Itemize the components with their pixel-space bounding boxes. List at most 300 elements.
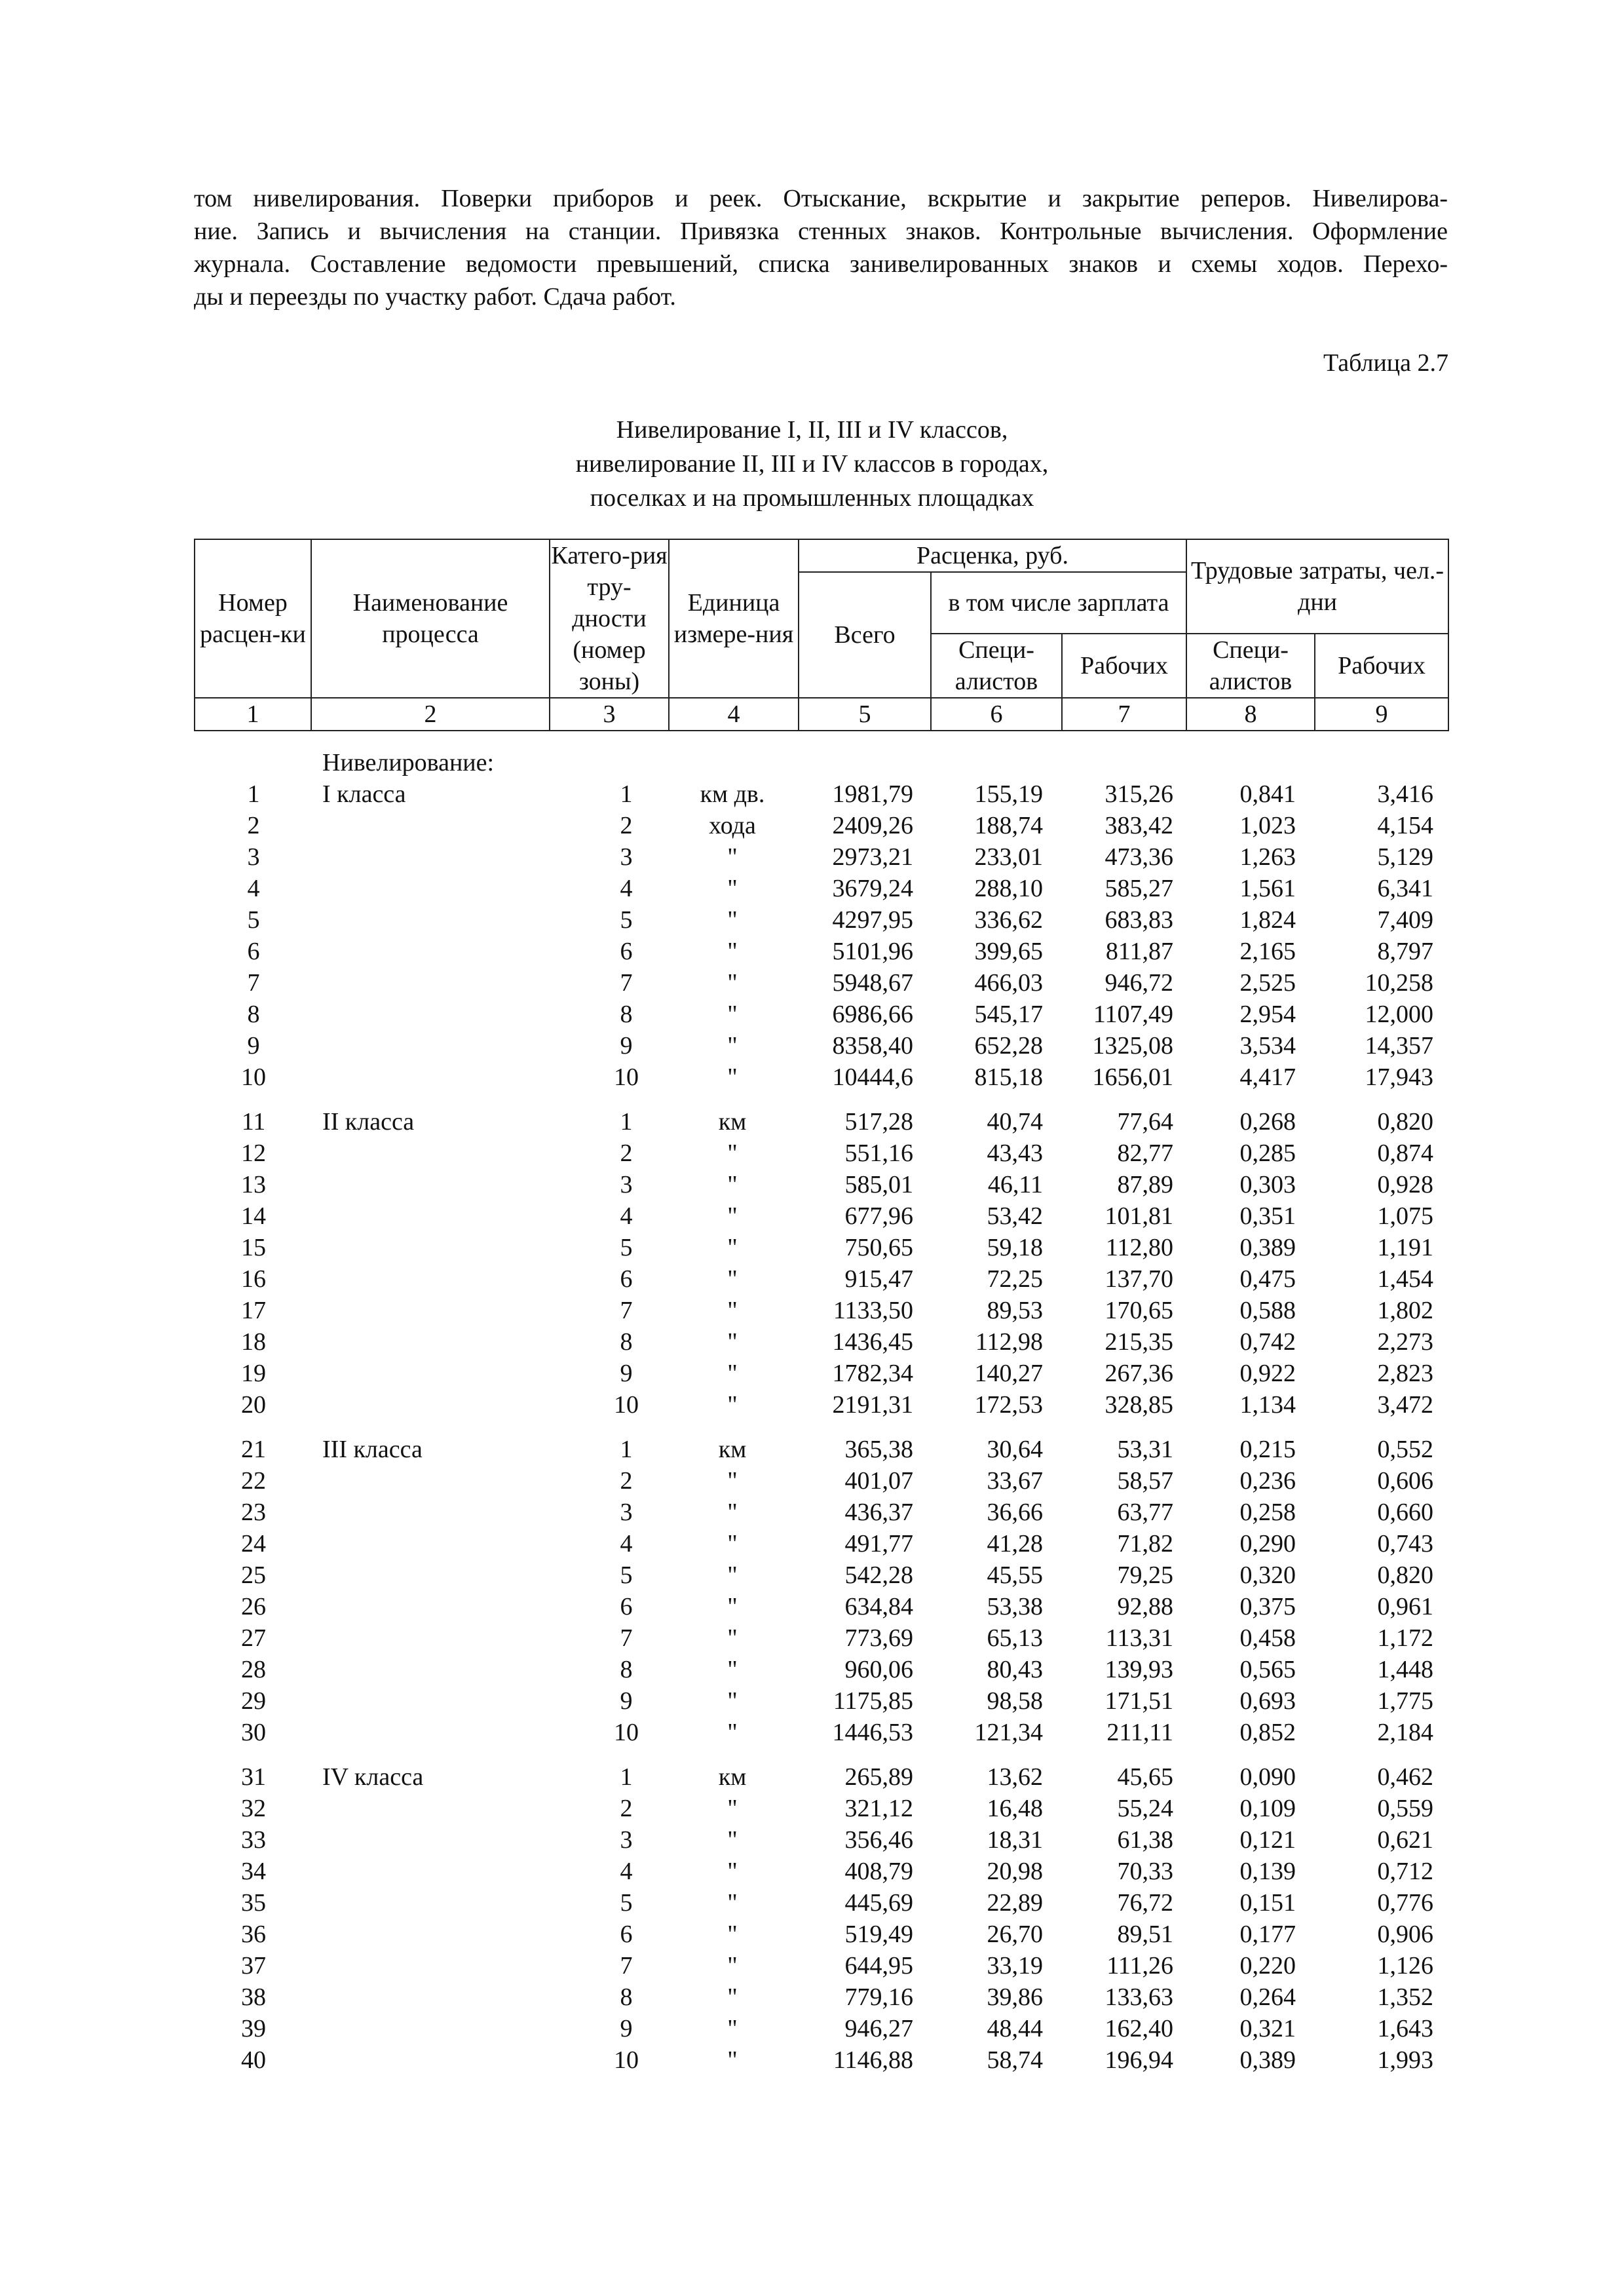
header-total: Всего [799, 572, 931, 698]
labor-specialists: 0,268 [1239, 1108, 1296, 1136]
price-total: 677,96 [844, 1202, 913, 1230]
difficulty-zone: 6 [620, 1265, 633, 1293]
difficulty-zone: 1 [620, 780, 633, 808]
column-number: 1 [195, 698, 311, 731]
header-including-salary: в том числе зарплата [931, 572, 1186, 634]
rate-number: 28 [241, 1656, 266, 1683]
salary-specialists: 20,98 [987, 1858, 1043, 1885]
salary-specialists: 466,03 [974, 969, 1043, 997]
rate-number: 21 [241, 1436, 266, 1463]
labor-workers: 1,126 [1377, 1952, 1433, 1980]
salary-workers: 315,26 [1105, 780, 1173, 808]
table-row [194, 1528, 1448, 1559]
labor-specialists: 3,534 [1239, 1032, 1296, 1060]
price-total: 1782,34 [832, 1360, 913, 1387]
labor-workers: 0,743 [1377, 1530, 1433, 1558]
labor-specialists: 2,165 [1239, 938, 1296, 965]
difficulty-zone: 5 [620, 1234, 633, 1261]
salary-workers: 170,65 [1105, 1297, 1173, 1324]
rate-number: 1 [247, 780, 260, 808]
unit: " [727, 1328, 738, 1356]
salary-specialists: 36,66 [987, 1499, 1043, 1526]
rate-number: 13 [241, 1171, 266, 1198]
price-total: 401,07 [844, 1467, 913, 1495]
salary-specialists: 45,55 [987, 1561, 1043, 1589]
intro-line: том нивелирования. Поверки приборов и реек. Отыскание, вскрытие и закрытие реперов. Нивелирова- [194, 185, 1448, 212]
price-total: 2191,31 [832, 1391, 913, 1419]
price-total: 3679,24 [832, 875, 913, 902]
salary-specialists: 288,10 [974, 875, 1043, 902]
difficulty-zone: 1 [620, 1436, 633, 1463]
header-labor-workers: Рабочих [1315, 634, 1448, 698]
labor-specialists: 1,023 [1239, 812, 1296, 839]
salary-workers: 383,42 [1105, 812, 1173, 839]
labor-specialists: 0,351 [1239, 1202, 1296, 1230]
salary-workers: 137,70 [1105, 1265, 1173, 1293]
salary-specialists: 80,43 [987, 1656, 1043, 1683]
salary-specialists: 652,28 [974, 1032, 1043, 1060]
unit: " [727, 1593, 738, 1620]
labor-specialists: 0,565 [1239, 1656, 1296, 1683]
labor-workers: 5,129 [1377, 843, 1433, 871]
salary-specialists: 336,62 [974, 906, 1043, 934]
labor-workers: 0,928 [1377, 1171, 1433, 1198]
price-total: 10444,6 [832, 1063, 913, 1091]
unit: " [727, 1921, 738, 1948]
unit: км [718, 1763, 747, 1791]
price-total: 542,28 [844, 1561, 913, 1589]
labor-specialists: 0,389 [1239, 1234, 1296, 1261]
unit: хода [709, 812, 756, 839]
table-row [194, 1685, 1448, 1717]
labor-workers: 6,341 [1377, 875, 1433, 902]
salary-specialists: 112,98 [975, 1328, 1043, 1356]
difficulty-zone: 9 [620, 2015, 633, 2042]
unit: " [727, 938, 738, 965]
price-total: 8358,40 [832, 1032, 913, 1060]
rate-number: 5 [247, 906, 260, 934]
difficulty-zone: 8 [620, 1001, 633, 1028]
header-workers: Рабочих [1062, 634, 1186, 698]
table-row [194, 1326, 1448, 1358]
labor-workers: 0,552 [1377, 1436, 1433, 1463]
labor-workers: 2,823 [1377, 1360, 1433, 1387]
price-total: 1146,88 [833, 2046, 913, 2074]
salary-specialists: 172,53 [974, 1391, 1043, 1419]
labor-workers: 0,559 [1377, 1795, 1433, 1822]
rate-number: 38 [241, 1983, 266, 2011]
column-number: 6 [931, 698, 1062, 731]
difficulty-zone: 10 [614, 1391, 639, 1419]
salary-workers: 196,94 [1105, 2046, 1173, 2074]
salary-specialists: 18,31 [987, 1826, 1043, 1854]
difficulty-zone: 7 [620, 969, 633, 997]
price-total: 779,16 [844, 1983, 913, 2011]
salary-specialists: 48,44 [987, 2015, 1043, 2042]
table-row [194, 1497, 1448, 1528]
column-number: 3 [550, 698, 669, 731]
labor-specialists: 0,177 [1239, 1921, 1296, 1948]
table-row [194, 967, 1448, 999]
unit: " [727, 1889, 738, 1917]
unit: " [727, 875, 738, 902]
difficulty-zone: 9 [620, 1360, 633, 1387]
difficulty-zone: 7 [620, 1624, 633, 1652]
price-total: 773,69 [844, 1624, 913, 1652]
price-total: 265,89 [844, 1763, 913, 1791]
table-header [194, 539, 1449, 731]
header-unit: Единица измере-ния [669, 539, 799, 698]
table-row [194, 1389, 1448, 1421]
salary-workers: 82,77 [1117, 1139, 1173, 1167]
salary-specialists: 16,48 [987, 1795, 1043, 1822]
price-total: 6986,66 [832, 1001, 913, 1028]
price-total: 5101,96 [832, 938, 913, 965]
unit: " [727, 906, 738, 934]
labor-specialists: 0,258 [1239, 1499, 1296, 1526]
table-row [194, 1717, 1448, 1748]
difficulty-zone: 2 [620, 1467, 633, 1495]
salary-workers: 473,36 [1105, 843, 1173, 871]
price-total: 1436,45 [832, 1328, 913, 1356]
unit: " [727, 1297, 738, 1324]
rate-number: 29 [241, 1687, 266, 1715]
unit: " [727, 1858, 738, 1885]
column-number: 9 [1315, 698, 1448, 731]
salary-specialists: 26,70 [987, 1921, 1043, 1948]
labor-specialists: 0,121 [1239, 1826, 1296, 1854]
labor-workers: 1,191 [1377, 1234, 1433, 1261]
rate-number: 12 [241, 1139, 266, 1167]
price-total: 915,47 [844, 1265, 913, 1293]
table-row [194, 1200, 1448, 1232]
salary-workers: 101,81 [1105, 1202, 1173, 1230]
labor-specialists: 0,375 [1239, 1593, 1296, 1620]
labor-workers: 0,906 [1377, 1921, 1433, 1948]
labor-specialists: 0,264 [1239, 1983, 1296, 2011]
unit: " [727, 1202, 738, 1230]
rate-number: 36 [241, 1921, 266, 1948]
difficulty-zone: 2 [620, 1795, 633, 1822]
salary-specialists: 155,19 [974, 780, 1043, 808]
difficulty-zone: 4 [620, 875, 633, 902]
difficulty-zone: 9 [620, 1687, 633, 1715]
rate-number: 27 [241, 1624, 266, 1652]
labor-specialists: 2,525 [1239, 969, 1296, 997]
difficulty-zone: 8 [620, 1328, 633, 1356]
difficulty-zone: 4 [620, 1858, 633, 1885]
labor-specialists: 0,693 [1239, 1687, 1296, 1715]
salary-workers: 55,24 [1117, 1795, 1173, 1822]
labor-specialists: 2,954 [1239, 1001, 1296, 1028]
salary-workers: 215,35 [1105, 1328, 1173, 1356]
table-row [194, 904, 1448, 936]
price-total: 551,16 [844, 1139, 913, 1167]
difficulty-zone: 8 [620, 1656, 633, 1683]
difficulty-zone: 1 [620, 1763, 633, 1791]
price-total: 519,49 [844, 1921, 913, 1948]
salary-workers: 71,82 [1117, 1530, 1173, 1558]
intro-line: ние. Запись и вычисления на станции. Привязка стенных знаков. Контрольные вычисления. Оформление [194, 218, 1448, 245]
salary-specialists: 46,11 [987, 1171, 1043, 1198]
table-row [194, 1030, 1448, 1062]
difficulty-zone: 9 [620, 1032, 633, 1060]
table-number: Таблица 2.7 [1323, 349, 1448, 377]
rate-number: 40 [241, 2046, 266, 2074]
table-row [194, 1232, 1448, 1263]
unit: " [727, 969, 738, 997]
unit: " [727, 2046, 738, 2074]
table-row [194, 810, 1448, 841]
labor-workers: 2,273 [1377, 1328, 1433, 1356]
salary-workers: 585,27 [1105, 875, 1173, 902]
price-total: 1175,85 [833, 1687, 913, 1715]
rate-number: 2 [247, 812, 260, 839]
column-number: 4 [669, 698, 799, 731]
group-spacer [194, 1421, 1448, 1434]
price-total: 365,38 [844, 1436, 913, 1463]
labor-workers: 1,993 [1377, 2046, 1433, 2074]
labor-workers: 0,820 [1377, 1108, 1433, 1136]
labor-specialists: 0,285 [1239, 1139, 1296, 1167]
price-total: 960,06 [844, 1656, 913, 1683]
table-row [194, 873, 1448, 904]
difficulty-zone: 3 [620, 1171, 633, 1198]
labor-workers: 1,172 [1377, 1624, 1433, 1652]
table-row [194, 1062, 1448, 1093]
difficulty-zone: 5 [620, 1889, 633, 1917]
unit: " [727, 1656, 738, 1683]
table-row [194, 1950, 1448, 1981]
rate-number: 10 [241, 1063, 266, 1091]
unit: " [727, 1171, 738, 1198]
salary-workers: 267,36 [1105, 1360, 1173, 1387]
labor-workers: 4,154 [1377, 812, 1433, 839]
unit: " [727, 1561, 738, 1589]
header-specialists: Специ-алистов [931, 634, 1062, 698]
table-body [194, 747, 1448, 2076]
difficulty-zone: 5 [620, 906, 633, 934]
salary-specialists: 22,89 [987, 1889, 1043, 1917]
table-row [194, 1263, 1448, 1295]
labor-workers: 1,643 [1377, 2015, 1433, 2042]
unit: " [727, 1983, 738, 2011]
salary-specialists: 545,17 [974, 1001, 1043, 1028]
salary-specialists: 43,43 [987, 1139, 1043, 1167]
labor-specialists: 4,417 [1239, 1063, 1296, 1091]
salary-workers: 61,38 [1117, 1826, 1173, 1854]
table-row [194, 1106, 1448, 1138]
salary-specialists: 140,27 [974, 1360, 1043, 1387]
unit: " [727, 1826, 738, 1854]
difficulty-zone: 6 [620, 1921, 633, 1948]
rate-number: 18 [241, 1328, 266, 1356]
table-title-line: поселках и на промышленных площадках [590, 484, 1034, 512]
salary-workers: 113,31 [1105, 1624, 1173, 1652]
rate-number: 24 [241, 1530, 266, 1558]
labor-workers: 0,621 [1377, 1826, 1433, 1854]
table-row [194, 1887, 1448, 1919]
rate-number: 20 [241, 1391, 266, 1419]
labor-workers: 14,357 [1365, 1032, 1433, 1060]
salary-workers: 63,77 [1117, 1499, 1173, 1526]
labor-specialists: 0,236 [1239, 1467, 1296, 1495]
labor-workers: 1,352 [1377, 1983, 1433, 2011]
header-rate-number: Номер расцен-ки [195, 539, 311, 698]
difficulty-zone: 2 [620, 812, 633, 839]
unit: " [727, 1467, 738, 1495]
difficulty-zone: 6 [620, 938, 633, 965]
rate-number: 4 [247, 875, 260, 902]
unit: " [727, 1795, 738, 1822]
labor-specialists: 0,841 [1239, 780, 1296, 808]
rate-number: 33 [241, 1826, 266, 1854]
labor-workers: 17,943 [1365, 1063, 1433, 1091]
labor-workers: 1,448 [1377, 1656, 1433, 1683]
price-total: 2973,21 [832, 843, 913, 871]
difficulty-zone: 5 [620, 1561, 633, 1589]
table-row [194, 1559, 1448, 1591]
labor-specialists: 0,220 [1239, 1952, 1296, 1980]
labor-specialists: 0,215 [1239, 1436, 1296, 1463]
table-row [194, 999, 1448, 1030]
unit: км дв. [700, 780, 765, 808]
table-row [194, 1856, 1448, 1887]
labor-workers: 0,712 [1377, 1858, 1433, 1885]
table-row [194, 1295, 1448, 1326]
price-total: 445,69 [844, 1889, 913, 1917]
table-row [194, 2044, 1448, 2076]
labor-specialists: 1,134 [1239, 1391, 1296, 1419]
rate-number: 3 [247, 843, 260, 871]
unit: " [727, 1360, 738, 1387]
labor-specialists: 0,303 [1239, 1171, 1296, 1198]
unit: " [727, 1139, 738, 1167]
unit: " [727, 1391, 738, 1419]
price-total: 5948,67 [832, 969, 913, 997]
salary-workers: 162,40 [1105, 2015, 1173, 2042]
labor-workers: 0,606 [1377, 1467, 1433, 1495]
labor-specialists: 0,109 [1239, 1795, 1296, 1822]
labor-workers: 0,961 [1377, 1593, 1433, 1620]
salary-specialists: 58,74 [987, 2046, 1043, 2074]
labor-specialists: 0,742 [1239, 1328, 1296, 1356]
price-total: 408,79 [844, 1858, 913, 1885]
table-row [194, 1824, 1448, 1856]
table-row [194, 778, 1448, 810]
salary-specialists: 39,86 [987, 1983, 1043, 2011]
group-spacer [194, 1748, 1448, 1761]
salary-specialists: 13,62 [987, 1763, 1043, 1791]
salary-specialists: 72,25 [987, 1265, 1043, 1293]
rate-number: 19 [241, 1360, 266, 1387]
table-row [194, 1358, 1448, 1389]
salary-workers: 1656,01 [1092, 1063, 1173, 1091]
labor-workers: 7,409 [1377, 906, 1433, 934]
price-total: 356,46 [844, 1826, 913, 1854]
table-row [194, 841, 1448, 873]
intro-paragraph [194, 182, 1448, 313]
labor-workers: 3,416 [1377, 780, 1433, 808]
table-row [194, 1622, 1448, 1654]
salary-workers: 53,31 [1117, 1436, 1173, 1463]
salary-workers: 79,25 [1117, 1561, 1173, 1589]
labor-workers: 8,797 [1377, 938, 1433, 965]
difficulty-zone: 3 [620, 1826, 633, 1854]
labor-workers: 10,258 [1365, 969, 1433, 997]
table-row [194, 2013, 1448, 2044]
salary-workers: 1325,08 [1092, 1032, 1173, 1060]
price-total: 634,84 [844, 1593, 913, 1620]
group-spacer [194, 1093, 1448, 1106]
salary-specialists: 40,74 [987, 1108, 1043, 1136]
difficulty-zone: 3 [620, 843, 633, 871]
process-name: IV класса [322, 1763, 424, 1791]
salary-workers: 683,83 [1105, 906, 1173, 934]
labor-workers: 1,775 [1377, 1687, 1433, 1715]
header-labor-specialists: Специ-алистов [1186, 634, 1315, 698]
column-number: 2 [311, 698, 550, 731]
difficulty-zone: 10 [614, 1063, 639, 1091]
price-total: 1446,53 [832, 1719, 913, 1746]
salary-workers: 76,72 [1117, 1889, 1173, 1917]
salary-workers: 139,93 [1105, 1656, 1173, 1683]
salary-specialists: 53,38 [987, 1593, 1043, 1620]
table-title-line: нивелирование II, III и IV классов в городах, [575, 450, 1049, 478]
salary-workers: 811,87 [1105, 938, 1173, 965]
salary-workers: 946,72 [1105, 969, 1173, 997]
rate-number: 35 [241, 1889, 266, 1917]
salary-workers: 45,65 [1117, 1763, 1173, 1791]
salary-workers: 92,88 [1117, 1593, 1173, 1620]
price-total: 4297,95 [832, 906, 913, 934]
rate-number: 30 [241, 1719, 266, 1746]
rate-number: 23 [241, 1499, 266, 1526]
labor-workers: 0,820 [1377, 1561, 1433, 1589]
unit: " [727, 1624, 738, 1652]
salary-workers: 1107,49 [1093, 1001, 1173, 1028]
salary-workers: 58,57 [1117, 1467, 1173, 1495]
group-heading-row [194, 747, 1448, 778]
difficulty-zone: 7 [620, 1952, 633, 1980]
rate-number: 7 [247, 969, 260, 997]
rate-number: 31 [241, 1763, 266, 1791]
unit: " [727, 1687, 738, 1715]
labor-workers: 0,660 [1377, 1499, 1433, 1526]
process-name: III класса [322, 1436, 423, 1463]
rate-number: 26 [241, 1593, 266, 1620]
rate-number: 15 [241, 1234, 266, 1261]
unit: " [727, 1499, 738, 1526]
price-total: 517,28 [844, 1108, 913, 1136]
unit: " [727, 1719, 738, 1746]
price-total: 585,01 [844, 1171, 913, 1198]
labor-specialists: 0,475 [1239, 1265, 1296, 1293]
salary-specialists: 59,18 [987, 1234, 1043, 1261]
price-total: 644,95 [844, 1952, 913, 1980]
labor-workers: 12,000 [1365, 1001, 1433, 1028]
difficulty-zone: 8 [620, 1983, 633, 2011]
unit: " [727, 2015, 738, 2042]
salary-workers: 133,63 [1105, 1983, 1173, 2011]
labor-specialists: 0,290 [1239, 1530, 1296, 1558]
table-title [0, 413, 1624, 515]
difficulty-zone: 4 [620, 1202, 633, 1230]
price-total: 1133,50 [833, 1297, 913, 1324]
difficulty-zone: 7 [620, 1297, 633, 1324]
price-total: 491,77 [844, 1530, 913, 1558]
salary-specialists: 33,19 [987, 1952, 1043, 1980]
